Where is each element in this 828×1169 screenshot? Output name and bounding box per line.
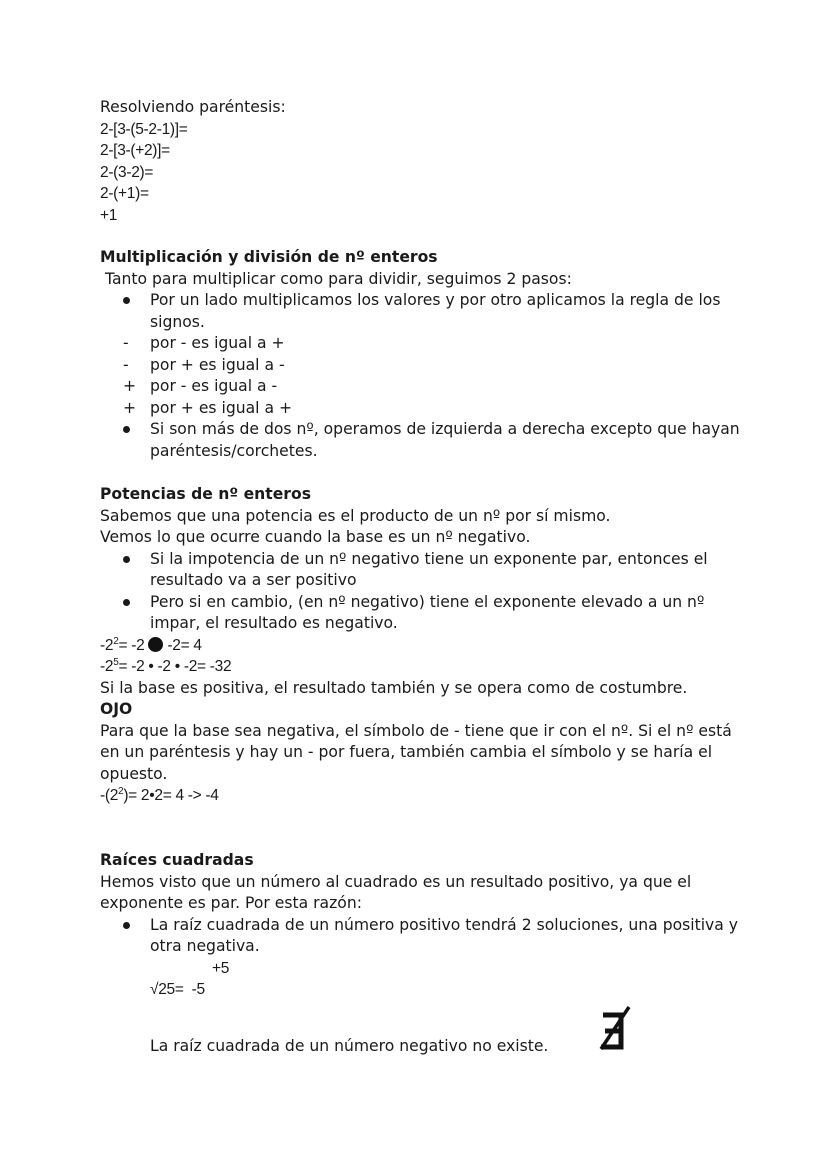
- text-line: Sabemos que una potencia es el producto de un nº por sí mismo.: [100, 506, 611, 525]
- intro: Hemos visto que un número al cuadrado es un resultado positivo, ya que el exponente es par. Por esta razón:: [100, 872, 692, 912]
- multiply-dot-icon: [148, 637, 163, 652]
- intro: Tanto para multiplicar como para dividir, seguimos 2 pasos:: [105, 269, 572, 288]
- text-line: Vemos lo que ocurre cuando la base es un nº negativo.: [100, 528, 531, 546]
- section-title: Resolviendo paréntesis:: [100, 98, 286, 116]
- section-roots: [100, 850, 740, 1001]
- bullet-icon: [123, 922, 130, 929]
- bullet-item: Si son más de dos nº, operamos de izquierda a derecha excepto que hayan paréntesis/corchetes.: [100, 419, 740, 462]
- sign-rule: - por + es igual a -: [123, 355, 285, 374]
- not-exists-symbol-icon: [597, 1003, 633, 1053]
- section-title: Raíces cuadradas: [100, 851, 254, 869]
- bullet-icon: [123, 599, 130, 606]
- section-title: Multiplicación y división de nº enteros: [100, 248, 438, 266]
- negative-note: La raíz cuadrada de un número negativo no existe.: [150, 1037, 549, 1055]
- sign-rule: - por - es igual a +: [123, 334, 285, 352]
- step: 2-(3-2)=: [100, 163, 154, 181]
- section-powers: [100, 484, 740, 807]
- sign-rule: + por - es igual a -: [123, 377, 278, 395]
- ojo-heading: OJO: [100, 700, 133, 718]
- step: 2-(+1)=: [100, 185, 149, 202]
- bullet-item: La raíz cuadrada de un número positivo tendrá 2 soluciones, una positiva y otra negativa.: [100, 915, 740, 958]
- bullet-icon: [123, 297, 130, 304]
- bullet-icon: [123, 556, 130, 563]
- section-title: Potencias de nº enteros: [100, 485, 311, 503]
- bullet-icon: [123, 426, 130, 433]
- equation: $-2^5= -2$ • -2 • -2= -32: [100, 656, 232, 675]
- step: +1: [100, 206, 118, 224]
- step: 2-[3-(+2)]=: [100, 142, 170, 159]
- bullet-item: Por un lado multiplicamos los valores y por otro aplicamos la regla de los signos.: [100, 290, 740, 333]
- equation: $-2^2= -2$ -2= 4: [100, 635, 202, 654]
- sign-rule: + por + es igual a +: [123, 398, 293, 417]
- bullet-item: Si la impotencia de un nº negativo tiene un exponente par, entonces el resultado va a ser positivo: [100, 549, 740, 592]
- section-multiplication: [100, 247, 740, 462]
- section-parentheses: [100, 97, 740, 226]
- sqrt-equation: √25= -5: [150, 981, 205, 998]
- solution-positive: +5: [212, 959, 230, 977]
- equation: $-(2^2)=$ 2•2= 4 -> -4: [100, 785, 219, 804]
- bullet-item: Pero si en cambio, (en nº negativo) tiene el exponente elevado a un nº impar, el resultado es negativo.: [100, 592, 740, 635]
- positive-note: Si la base es positiva, el resultado también y se opera como de costumbre.: [100, 678, 688, 697]
- step: 2-[3-(5-2-1)]=: [100, 120, 188, 138]
- ojo-text: Para que la base sea negativa, el símbolo de - tiene que ir con el nº. Si el nº está en un paréntesis y hay un - por fuera, también cambia el símbolo y se haría el opuesto.: [100, 721, 732, 783]
